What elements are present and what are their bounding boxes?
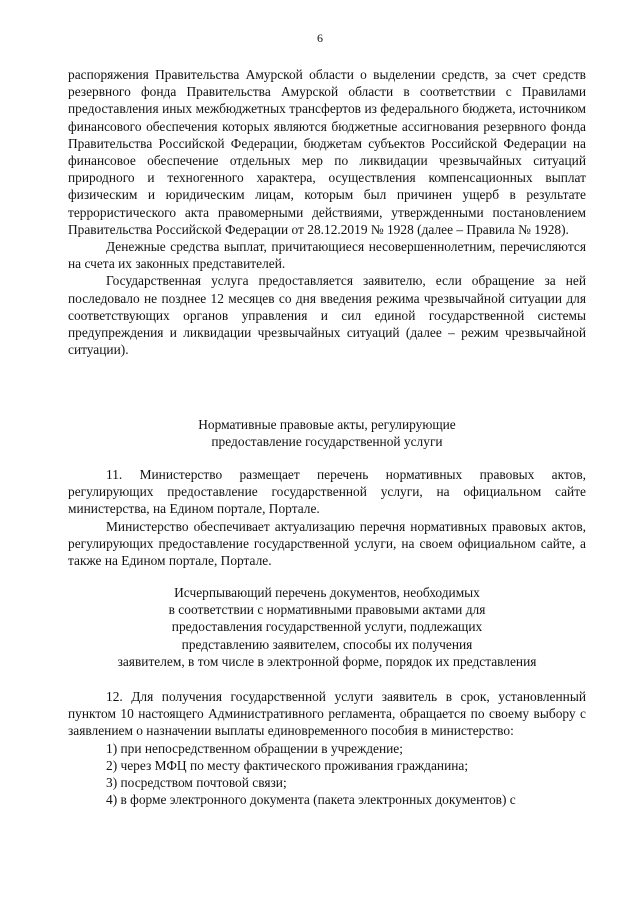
heading-line: представлению заявителем, способы их получения [181,636,473,652]
heading-line: в соответствии с нормативными правовыми актами для [168,602,486,618]
heading-line: Нормативные правовые акты, регулирующие [198,417,456,432]
section-heading-normative-acts [68,416,586,450]
list-item: 1) при непосредственном обращении в учреждение; [106,740,403,756]
heading-line: предоставление государственной услуги [211,434,443,450]
paragraph-minors-payments: Денежные средства выплат, причитающиеся несовершеннолетним, перечисляются на счета их законных представителей. [68,239,586,272]
paragraph-ministry-updates: Министерство обеспечивает актуализацию перечня нормативных правовых актов, регулирующих предоставление государственной услуги, на своем официальном сайте, а также на Едином портале, Портале. [68,518,586,569]
paragraph-12: 12. Для получения государственной услуги заявитель в срок, установленный пунктом 10 настоящего Административного регламента, обращается по своему выбору с заявлением о назначении выплаты единовременного пособия в министерство: [68,689,586,739]
page-number: 6 [317,31,323,45]
heading-line: Исчерпывающий перечень документов, необходимых [174,585,480,600]
paragraph-11: 11. Министерство размещает перечень нормативных правовых актов, регулирующих предоставление государственной услуги, на официальном сайте министерства, на Едином портале, Портале. [68,467,586,517]
paragraph-12-block [68,688,586,808]
paragraph-continuation: распоряжения Правительства Амурской области о выделении средств, за счет средств резервного фонда Правительства Амурской области в соответствии с Правилами предоставления иных межбюджетных трансфертов из федерального бюджета, источником финансового обеспечения которых являются бюджетные ассигнования резервного фонда Правительства Российской Федерации, бюджетам субъектов Российской Федерации на финансовое обеспечение отдельных мер по ликвидации чрезвычайных ситуаций природного и техногенного характера, осуществления компенсационных выплат физическим и юридическим лицам, которым был причинен ущерб в результате террористического акта правомерными действиями, утвержденными постановлением Правительства Российской Федерации от 28.12.2019 № 1928 (далее – Правила № 1928). [68,67,586,237]
list-item: 2) через МФЦ по месту фактического проживания гражданина; [106,757,469,773]
mid-paragraphs [68,466,586,569]
heading-line: предоставления государственной услуги, подлежащих [171,619,483,635]
section-heading-documents [60,584,594,670]
top-paragraphs [68,66,586,358]
paragraph-service-deadline: Государственная услуга предоставляется заявителю, если обращение за ней последовало не позднее 12 месяцев со дня введения режима чрезвычайной ситуации для соответствующих органов управления и сил единой государственной системы предупреждения и ликвидации чрезвычайных ситуаций (далее – режим чрезвычайной ситуации). [68,273,586,358]
list-item: 3) посредством почтовой связи; [106,775,287,791]
list-item: 4) в форме электронного документа (пакета электронных документов) с [106,792,516,808]
heading-line: заявителем, в том числе в электронной форме, порядок их представления [117,653,537,669]
